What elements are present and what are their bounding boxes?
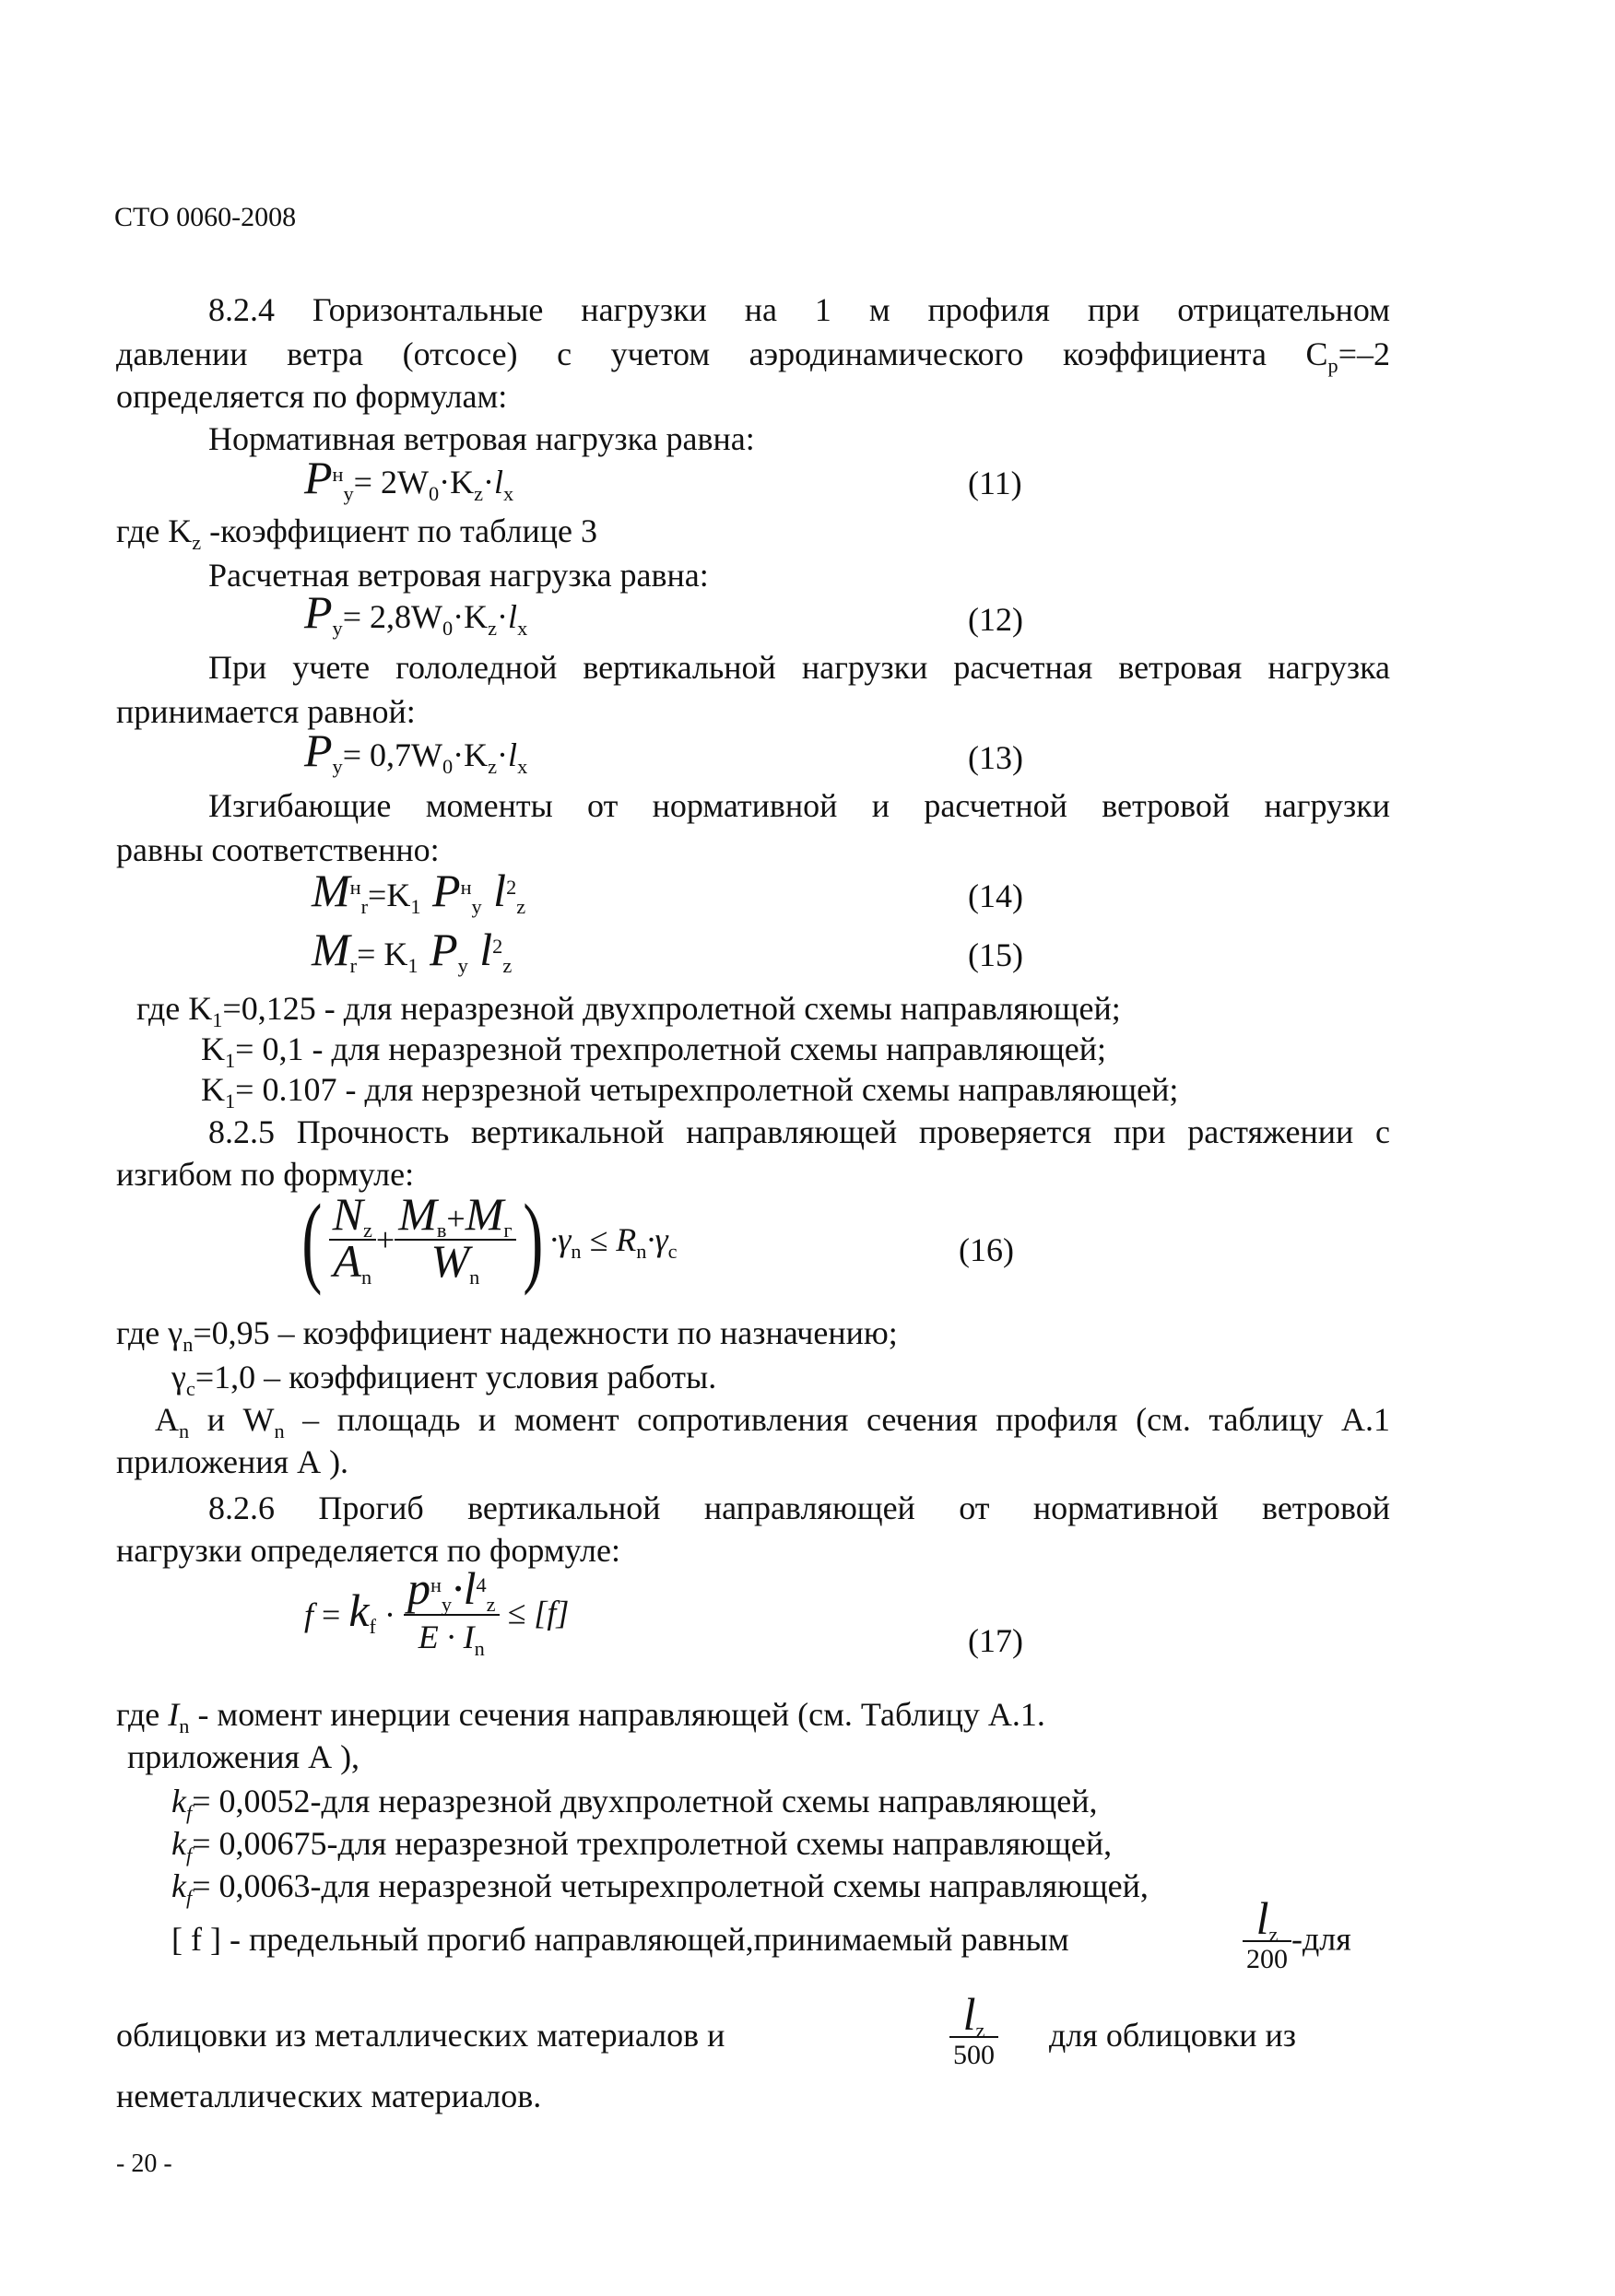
kf-two-span: $k_f= 0,0052-для$ неразрезной двухпролетной схемы направляющей, (171, 1783, 1098, 1825)
equation-11-number: (11) (968, 465, 1022, 501)
equation-16-number: (16) (959, 1231, 1014, 1268)
calc-load-label: Расчетная ветровая нагрузка равна: (208, 557, 709, 594)
limit-fraction-200: $\frac{l_z}{200}$ -для (1243, 1901, 1351, 1977)
equation-14-number: (14) (968, 877, 1023, 914)
moments-line1: Изгибающие моменты от нормативной и расчетной ветровой нагрузки (208, 787, 1390, 824)
paragraph-826-line1: 8.2.6 Прогиб вертикальной направляющей от нормативной ветровой (208, 1489, 1390, 1526)
limit-deflection-line2-tail: для облицовки из (1049, 2017, 1296, 2054)
paragraph-826-line2: нагрузки определяется по формуле: (116, 1532, 620, 1569)
paragraph-825-line1: 8.2.5 Прочность вертикальной направляющей проверяется при растяжении с (208, 1113, 1390, 1150)
paragraph-824-line2: давлении ветра (отсосе) с учетом аэродинамического коэффициента $С_р=-2$ (116, 336, 1390, 378)
an-wn-note-line2: приложения А ). (116, 1443, 349, 1480)
paragraph-824-line1: 8.2.4 Горизонтальные нагрузки на 1 м профиля при отрицательном (208, 291, 1390, 328)
limit-deflection-line3: неметаллических материалов. (116, 2078, 542, 2114)
equation-15-number: (15) (968, 936, 1023, 973)
doc-code: СТО 0060-2008 (114, 202, 297, 232)
equation-16: ( $\frac{N_z}{A_n}$ + $\frac{M_в+M_г}{W_n}$ ) $\cdot\gamma_n \le R_n\cdot\gamma_c$ (301, 1183, 678, 1296)
equation-17-number: (17) (968, 1622, 1023, 1659)
equation-12: $P_у= 2,8W_0\cdot K_z\cdot l_x$ (304, 586, 528, 641)
in-note-line2: приложения А ), (127, 1738, 360, 1775)
gamma-n-note: где $\gamma_n=0,95$ – коэффициент надежности по назначению; (116, 1314, 898, 1357)
page-number: - 20 - (116, 2149, 172, 2178)
an-wn-note-line1: $A_n$ и $W_n$ – площадь и момент сопротивления сечения профиля (см. таблицу А.1 (155, 1401, 1390, 1443)
k1-four-span: $K_1= 0.107$ - для нерзрезной четырехпролетной схемы направляющей; (201, 1071, 1179, 1113)
limit-deflection-line2: облицовки из металлических материалов и (116, 2017, 725, 2054)
paragraph-824-line3: определяется по формулам: (116, 378, 508, 415)
equation-12-number: (12) (968, 601, 1023, 638)
ice-load-line2: принимается равной: (116, 693, 416, 730)
equation-13: $P_у= 0,7W_0\cdot K_z\cdot l_x$ (304, 724, 528, 779)
norm-load-label: Нормативная ветровая нагрузка равна: (208, 420, 755, 457)
paragraph-825-line2: изгибом по формуле: (116, 1156, 415, 1193)
k1-two-span: где $K_1=0,125$ - для неразрезной двухпролетной схемы направляющей; (136, 990, 1121, 1032)
kf-four-span: $k_f= 0,0063-для$ неразрезной четырехпролетной схемы направляющей, (171, 1867, 1149, 1910)
kz-note: где $K_z$ -коэффициент по таблице 3 (116, 512, 598, 555)
equation-11: $P^н_у= 2W_0\cdot K_z\cdot l_x$ (304, 452, 514, 506)
kf-three-span: $k_f= 0,00675-для$ неразрезной трехпролетной схемы направляющей, (171, 1825, 1113, 1867)
ice-load-line1: При учете гололедной вертикальной нагрузки расчетная ветровая нагрузка (208, 649, 1390, 686)
k1-three-span: $K_1= 0,1$ - для неразрезной трехпролетной схемы направляющей; (201, 1030, 1107, 1073)
equation-13-number: (13) (968, 739, 1023, 776)
limit-fraction-500: $\frac{l_z}{500}$ (949, 1996, 998, 2073)
moments-line2: равны соответственно: (116, 831, 440, 868)
equation-14: $M^н_r=K_1$ $P^н_y$ $l^2_z$ (312, 865, 526, 919)
equation-17: $f = k_f$ · $\frac{p^н_y\cdot l^4_z}{E \cdot I_n}$ ≤ [f] (304, 1562, 570, 1661)
equation-15: $M_r= K_1$ $P_y$ $l^2_z$ (312, 924, 513, 978)
gamma-c-note: $\gamma_c=1,0$ – коэффициент условия работы. (171, 1359, 717, 1401)
in-note-line1: где $I_n$ - момент инерции сечения направляющей (см. Таблицу А.1. (116, 1696, 1045, 1738)
limit-deflection-line1: [ f ] - предельный прогиб направляющей,принимаемый равным (171, 1921, 1069, 1958)
